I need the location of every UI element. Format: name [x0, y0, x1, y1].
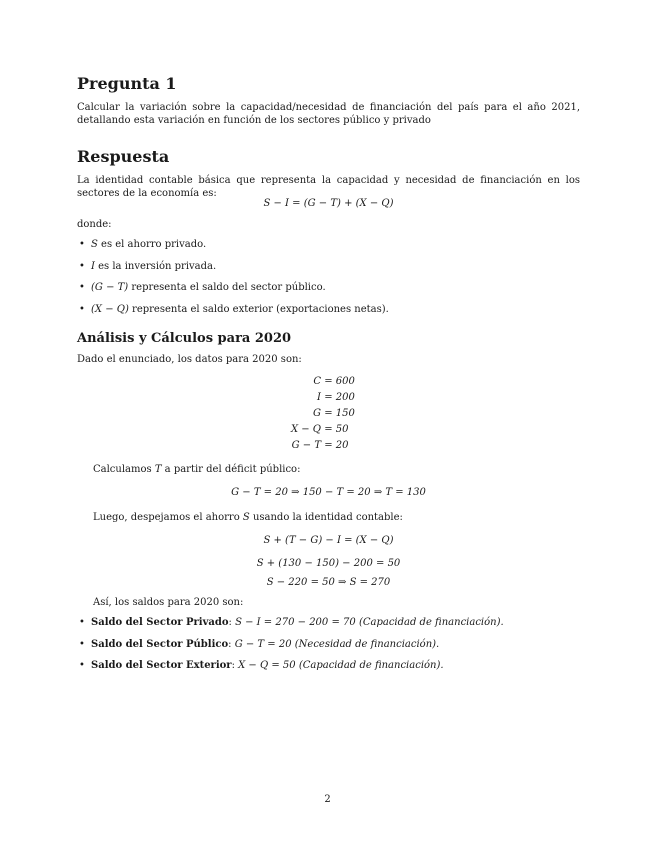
page-number: 2	[324, 794, 331, 805]
definition-item: • S es el ahorro privado.	[77, 238, 580, 251]
saldos-intro: Así, los saldos para 2020 son:	[93, 597, 244, 608]
data-row: X − Q = 50	[290, 424, 349, 435]
question-title: Pregunta 1	[77, 74, 177, 93]
s-equation-1: S + (T − G) − I = (X − Q)	[263, 535, 394, 546]
definitions-list	[77, 238, 580, 316]
data-row: G = 150	[313, 408, 355, 419]
saldo-item: • Saldo del Sector Privado: S − I = 270 − 200 = 70 (Capacidad de financiación).	[77, 616, 580, 629]
data-equations	[77, 376, 580, 456]
definition-item: • I es la inversión privada.	[77, 260, 580, 273]
donde-label: donde:	[77, 219, 112, 230]
s-equation-2: S + (130 − 150) − 200 = 50	[256, 558, 401, 569]
identity-equation: S − I = (G − T) + (X − Q)	[263, 198, 394, 209]
data-row: C = 600	[313, 376, 355, 387]
t-equation: G − T = 20 ⇒ 150 − T = 20 ⇒ T = 130	[231, 487, 426, 498]
answer-title: Respuesta	[77, 147, 170, 166]
saldos-list	[77, 616, 580, 672]
data-row: G − T = 20	[291, 440, 349, 451]
saldo-item: • Saldo del Sector Exterior: X − Q = 50 (Capacidad de financiación).	[77, 659, 580, 672]
s-intro: Luego, despejamos el ahorro S usando la identidad contable:	[93, 512, 403, 523]
answer-intro: La identidad contable básica que representa la capacidad y necesidad de financiación en los sectores de la economía es:	[77, 175, 580, 199]
definition-item: • (G − T) representa el saldo del sector público.	[77, 281, 580, 294]
saldo-item: • Saldo del Sector Público: G − T = 20 (Necesidad de financiación).	[77, 638, 580, 651]
analysis-intro: Dado el enunciado, los datos para 2020 son:	[77, 354, 302, 365]
s-equation-3: S − 220 = 50 ⇒ S = 270	[266, 577, 391, 588]
question-text: Calcular la variación sobre la capacidad/necesidad de financiación del país para el año 2021, detallando esta variación en función de los sectores público y privado	[77, 102, 580, 126]
data-row: I = 200	[317, 392, 355, 403]
definition-item: • (X − Q) representa el saldo exterior (exportaciones netas).	[77, 303, 580, 316]
t-intro: Calculamos T a partir del déficit público:	[93, 464, 301, 475]
analysis-title: Análisis y Cálculos para 2020	[77, 331, 292, 346]
